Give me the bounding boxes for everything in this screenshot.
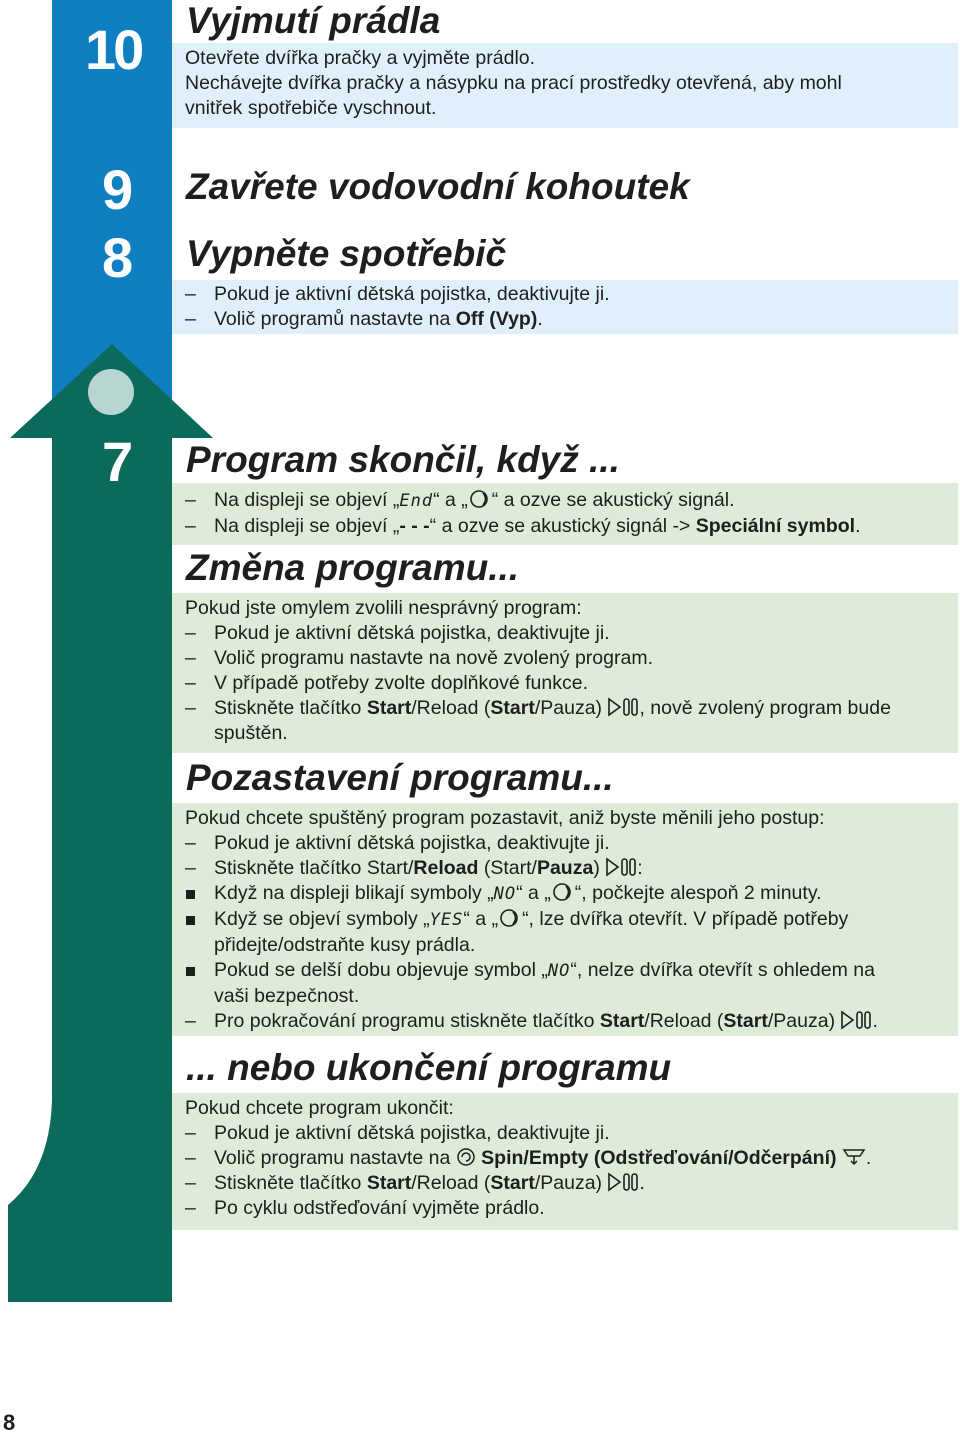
door-icon bbox=[498, 908, 522, 928]
list-item: – Na displeji se objeví „End“ a „ “ a ozve se akustický signál. bbox=[185, 488, 945, 514]
spin-icon bbox=[456, 1147, 476, 1167]
display-end-symbol: End bbox=[399, 491, 434, 511]
start-pause-icon bbox=[607, 697, 639, 717]
switch-off-text bbox=[185, 282, 945, 332]
step-number-7: 7 bbox=[102, 430, 134, 493]
list-item: – Na displeji se objeví „- - -“ a ozve se akustický signál -> Speciální symbol. bbox=[185, 514, 945, 539]
start-pause-icon bbox=[840, 1010, 872, 1030]
remove-laundry-title: Vyjmutí prádla bbox=[186, 0, 441, 41]
list-item: – Pokud je aktivní dětská pojistka, deaktivujte ji. bbox=[185, 282, 945, 307]
change-program-title: Změna programu... bbox=[186, 547, 520, 588]
list-item: – Volič programu nastavte na nově zvolený program. bbox=[185, 646, 945, 671]
program-finished-title: Program skončil, když ... bbox=[186, 439, 620, 480]
intro-text: Pokud chcete program ukončit: bbox=[185, 1097, 454, 1119]
text-line: vnitřek spotřebiče vyschnout. bbox=[185, 97, 437, 119]
pause-program-text bbox=[185, 806, 945, 1034]
pause-program-title: Pozastavení programu... bbox=[186, 757, 614, 798]
list-item: – Stiskněte tlačítko Start/Reload (Start/Pauza) , nově zvolený program bude spuštěn. bbox=[185, 696, 945, 746]
display-no-symbol: NO bbox=[547, 961, 571, 981]
list-item: – V případě potřeby zvolte doplňkové funkce. bbox=[185, 671, 945, 696]
step-number-10: 10 bbox=[85, 18, 142, 81]
program-finished-text bbox=[185, 488, 945, 539]
intro-text: Pokud jste omylem zvolili nesprávný program: bbox=[185, 597, 582, 619]
text-line: Otevřete dvířka pračky a vyjměte prádlo. bbox=[185, 47, 536, 69]
list-item: – Pokud je aktivní dětská pojistka, deaktivujte ji. bbox=[185, 831, 945, 856]
cancel-program-text bbox=[185, 1096, 945, 1221]
remove-laundry-text bbox=[185, 46, 945, 121]
list-item: – Stiskněte tlačítko Start/Reload (Start/Pauza) : bbox=[185, 856, 945, 881]
bullet-item: Když na displeji blikají symboly „NO“ a „ “, počkejte alespoň 2 minuty. bbox=[185, 881, 945, 907]
close-tap-title: Zavřete vodovodní kohoutek bbox=[186, 166, 690, 207]
list-item: – Volič programů nastavte na Off (Vyp). bbox=[185, 307, 945, 332]
door-icon bbox=[468, 489, 492, 509]
bullet-item: Pokud se delší dobu objevuje symbol „NO“, nelze dvířka otevřít s ohledem na vaši bezpečnost. bbox=[185, 958, 945, 1009]
switch-off-title: Vypněte spotřebič bbox=[186, 233, 507, 274]
list-item: – Po cyklu odstřeďování vyjměte prádlo. bbox=[185, 1196, 945, 1221]
page-number: 8 bbox=[3, 1410, 16, 1435]
step-number-9: 9 bbox=[102, 158, 134, 221]
bullet-item: Když se objeví symboly „YES“ a „ “, lze dvířka otevřít. V případě potřeby přidejte/odstraňte kusy prádla. bbox=[185, 907, 945, 958]
list-item: – Pokud je aktivní dětská pojistka, deaktivujte ji. bbox=[185, 1121, 945, 1146]
door-icon bbox=[551, 882, 575, 902]
pump-out-icon bbox=[842, 1147, 866, 1167]
status-circle bbox=[88, 369, 134, 415]
change-program-text bbox=[185, 596, 945, 746]
display-no-symbol: NO bbox=[493, 884, 517, 904]
intro-text: Pokud chcete spuštěný program pozastavit, aniž byste měnili jeho postup: bbox=[185, 807, 825, 829]
cancel-program-title: ... nebo ukončení programu bbox=[186, 1047, 672, 1088]
display-yes-symbol: YES bbox=[429, 910, 464, 930]
step-number-8: 8 bbox=[102, 226, 134, 289]
list-item: – Pro pokračování programu stiskněte tlačítko Start/Reload (Start/Pauza) . bbox=[185, 1009, 945, 1034]
start-pause-icon bbox=[607, 1172, 639, 1192]
list-item: – Pokud je aktivní dětská pojistka, deaktivujte ji. bbox=[185, 621, 945, 646]
list-item: – Stiskněte tlačítko Start/Reload (Start/Pauza) . bbox=[185, 1171, 945, 1196]
text-line: Nechávejte dvířka pračky a násypku na prací prostředky otevřená, aby mohl bbox=[185, 72, 842, 94]
start-pause-icon bbox=[605, 857, 637, 877]
list-item: – Volič programu nastavte na Spin/Empty (Odstřeďování/Odčerpání) . bbox=[185, 1146, 945, 1171]
